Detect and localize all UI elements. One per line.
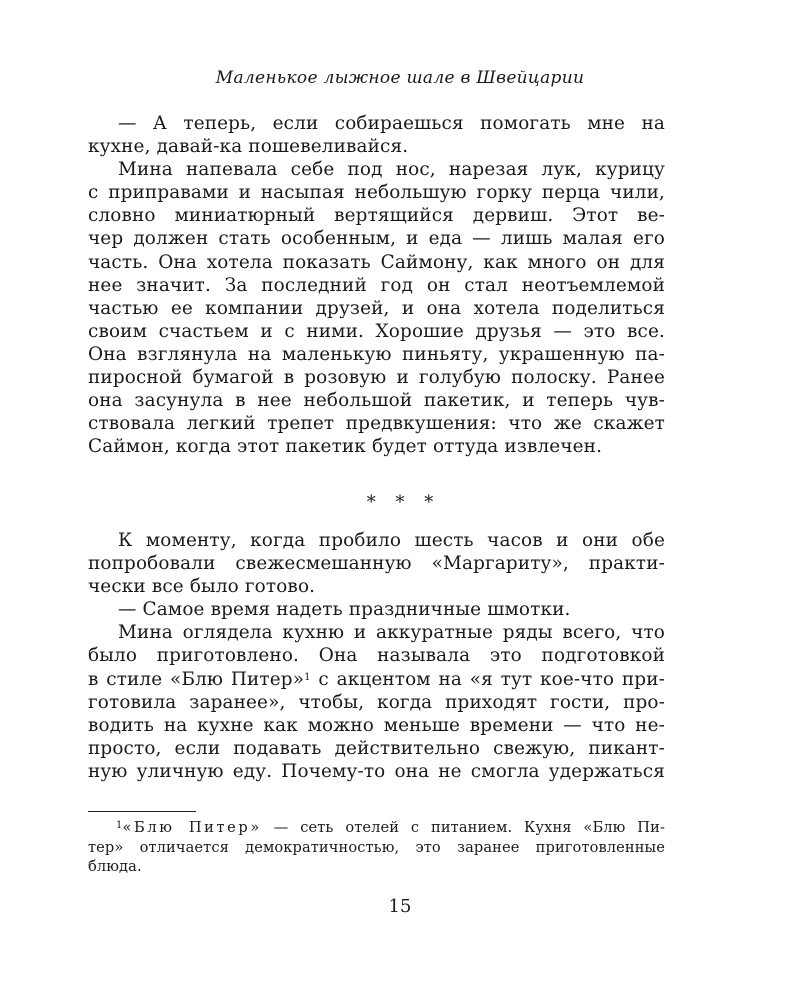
- text-line: чер должен стать особенным, и еда — лишь малая его: [88, 228, 665, 250]
- footnote-marker: 1: [116, 820, 123, 831]
- footnote-text: — сеть отелей с питанием. Кухня «Блю Пи-: [273, 819, 665, 836]
- text-line: водить на кухне как можно меньше времени — что не-: [88, 714, 665, 736]
- running-head: Маленькое лыжное шале в Швейцарии: [215, 68, 585, 88]
- footnote-line: тер» отличается демократичностью, это заранее приготовленные: [88, 838, 665, 856]
- text-line: кухне, давай-ка пошевеливайся.: [88, 136, 409, 158]
- footnote-term: «Блю Питер»: [122, 819, 262, 836]
- text-line: Мина оглядела кухню и аккуратные ряды всего, что: [118, 622, 665, 644]
- text-block-1: [88, 112, 665, 458]
- text-line: Мина напевала себе под нос, нарезая лук, курицу: [118, 159, 665, 181]
- text-line: чески все было готово.: [88, 576, 316, 598]
- text-line: ную уличную еду. Почему-то она не смогла удержаться: [88, 760, 665, 782]
- footnote: [88, 818, 665, 877]
- text-line-with-footnote: [88, 668, 665, 691]
- footnote-line: [88, 818, 665, 838]
- text-line: Она взглянула на маленькую пиньяту, украшенную па-: [88, 343, 665, 365]
- text-line: — Самое время надеть праздничные шмотки.: [118, 599, 571, 621]
- text-line: — А теперь, если собираешься помогать мне на: [118, 113, 665, 134]
- text-fragment: с акцентом на «я тут кое-что при-: [318, 668, 665, 690]
- text-line: ствовала легкий трепет предвкушения: что же скажет: [88, 413, 665, 435]
- page-number: 15: [388, 896, 412, 917]
- text-line: она засунула в нее небольшой пакетик, и теперь чув-: [88, 390, 665, 412]
- text-line: пиросной бумагой в розовую и голубую полоску. Ранее: [88, 367, 665, 389]
- text-line: частью ее компании друзей, и она хотела поделиться: [88, 297, 665, 319]
- text-line: своим счастьем и с ними. Хорошие друзья — это все.: [88, 320, 665, 342]
- footnote-reference[interactable]: 1: [304, 671, 311, 683]
- section-separator: * * *: [366, 492, 434, 513]
- text-line: словно миниатюрный вертящийся дервиш. Этот ве-: [88, 205, 665, 227]
- text-line: просто, если подавать действительно свежую, пикант-: [88, 737, 665, 759]
- text-line: было приготовлено. Она называла это подготовкой: [88, 645, 665, 667]
- footnote-line: блюда.: [88, 858, 142, 875]
- text-line: готовила заранее», чтобы, когда приходят гости, про-: [88, 691, 665, 713]
- text-line: К моменту, когда пробило шесть часов и они обе: [118, 530, 665, 551]
- text-line: нее значит. За последний год он стал неотъемлемой: [88, 274, 665, 296]
- footnote-divider: [88, 811, 196, 812]
- text-block-2: [88, 529, 665, 783]
- text-line: Саймон, когда этот пакетик будет оттуда извлечен.: [88, 436, 603, 458]
- text-line: попробовали свежесмешанную «Маргариту», практи-: [88, 553, 665, 575]
- text-line: часть. Она хотела показать Саймону, как много он для: [88, 251, 665, 273]
- text-fragment: в стиле «Блю Питер»: [88, 668, 305, 690]
- text-line: с приправами и насыпая небольшую горку перца чили,: [88, 182, 665, 204]
